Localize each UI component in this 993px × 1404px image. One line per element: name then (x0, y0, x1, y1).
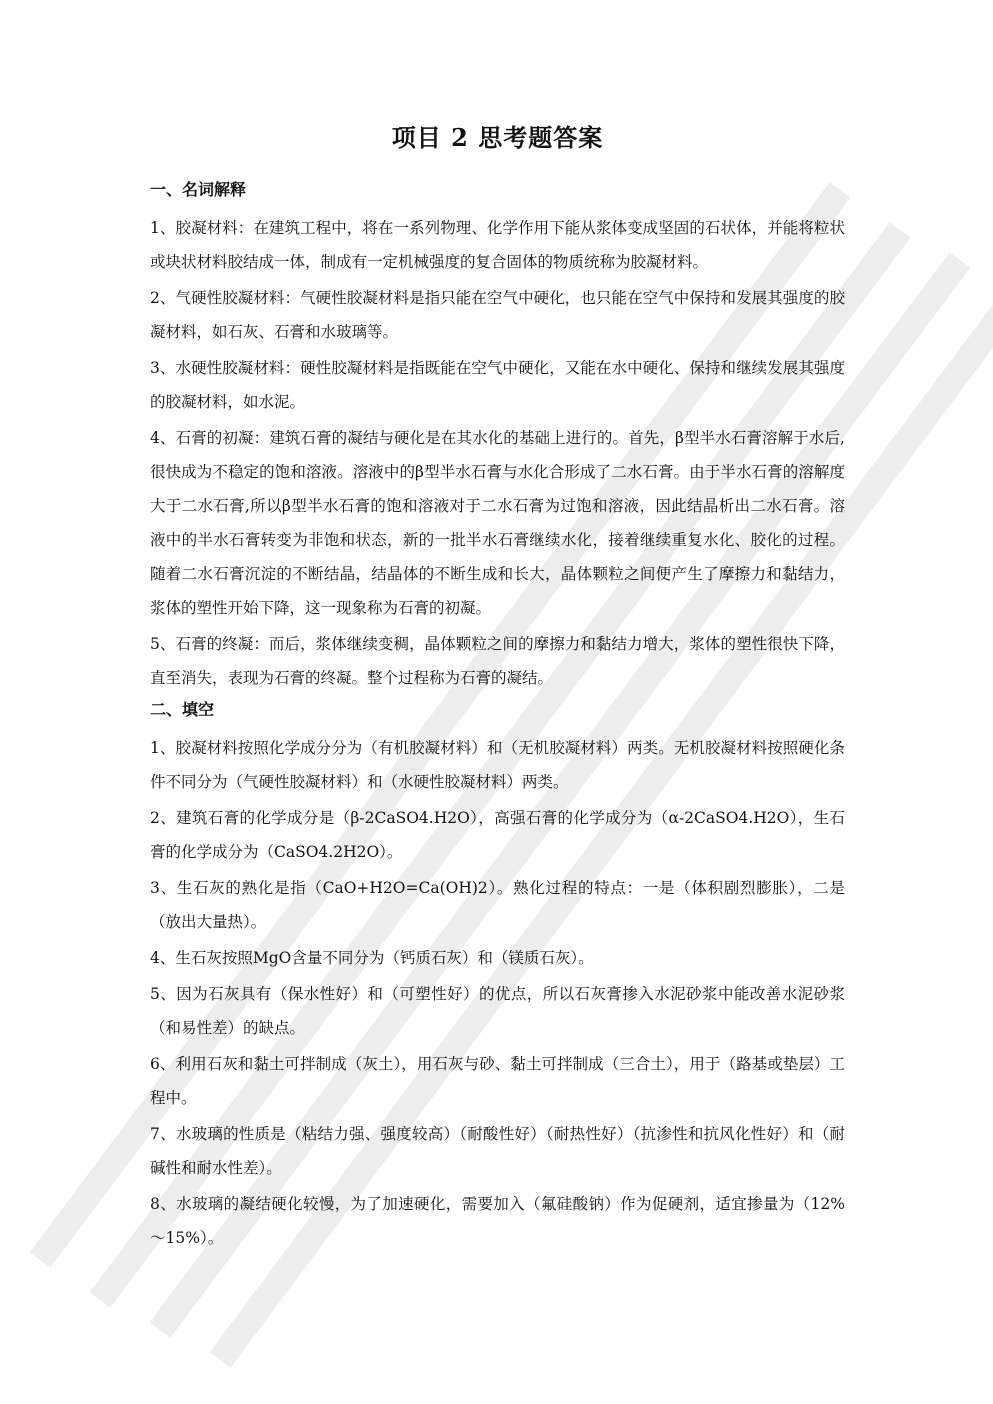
paragraph: 8、水玻璃的凝结硬化较慢，为了加速硬化，需要加入（氟硅酸钠）作为促硬剂，适宜掺量为（12%～15%）。 (150, 1195, 845, 1247)
paragraph: 2、气硬性胶凝材料：气硬性胶凝材料是指只能在空气中硬化，也只能在空气中保持和发展其强度的胶凝材料，如石灰、石膏和水玻璃等。 (150, 289, 845, 341)
paragraph: 4、生石灰按照MgO含量不同分为（钙质石灰）和（镁质石灰）。 (150, 949, 594, 967)
paragraph: 1、胶凝材料：在建筑工程中，将在一系列物理、化学作用下能从浆体变成坚固的石状体，并能将粒状或块状材料胶结成一体，制成有一定机械强度的复合固体的物质统称为胶凝材料。 (150, 219, 845, 271)
paragraph: 1、胶凝材料按照化学成分分为（有机胶凝材料）和（无机胶凝材料）两类。无机胶凝材料按照硬化条件不同分为（气硬性胶凝材料）和（水硬性胶凝材料）两类。 (150, 739, 845, 791)
document-page (150, 118, 845, 1257)
paragraph: 2、建筑石膏的化学成分是（β-2CaSO4.H2O），高强石膏的化学成分为（α-2CaSO4.H2O），生石膏的化学成分为（CaSO4.2H2O）。 (150, 809, 845, 861)
section-heading: 二、填空 (150, 700, 215, 719)
page-title: 项目 2 思考题答案 (391, 123, 604, 152)
paragraph: 7、水玻璃的性质是（粘结力强、强度较高）（耐酸性好）（耐热性好）（抗渗性和抗风化性好）和（耐碱性和耐水性差）。 (150, 1125, 845, 1177)
section-heading: 一、名词解释 (150, 180, 247, 199)
paragraph: 4、石膏的初凝：建筑石膏的凝结与硬化是在其水化的基础上进行的。首先，β型半水石膏溶解于水后,很快成为不稳定的饱和溶液。溶液中的β型半水石膏与水化合形成了二水石膏。由于半水石膏的溶解度大于二水石膏,所以β型半水石膏的饱和溶液对于二水石膏为过饱和溶液，因此结晶析出二水石膏。溶液中的半水石膏转变为非饱和状态，新的一批半水石膏继续水化，接着继续重复水化、胶化的过程。随着二水石膏沉淀的不断结晶，结晶体的不断生成和长大，晶体颗粒之间便产生了摩擦力和黏结力，浆体的塑性开始下降，这一现象称为石膏的初凝。 (150, 429, 845, 617)
paragraph: 6、利用石灰和黏土可拌制成（灰土），用石灰与砂、黏土可拌制成（三合土），用于（路基或垫层）工程中。 (150, 1055, 845, 1107)
paragraph: 5、石膏的终凝：而后，浆体继续变稠，晶体颗粒之间的摩擦力和黏结力增大，浆体的塑性很快下降，直至消失，表现为石膏的终凝。整个过程称为石膏的凝结。 (150, 635, 845, 687)
section-definitions (150, 177, 845, 695)
paragraph: 3、水硬性胶凝材料：硬性胶凝材料是指既能在空气中硬化，又能在水中硬化、保持和继续发展其强度的胶凝材料，如水泥。 (150, 359, 845, 411)
section-fill-in (150, 697, 845, 1255)
paragraph: 3、生石灰的熟化是指（CaO+H2O=Ca(OH)2）。熟化过程的特点：一是（体积剧烈膨胀），二是（放出大量热）。 (150, 879, 845, 931)
paragraph: 5、因为石灰具有（保水性好）和（可塑性好）的优点，所以石灰膏掺入水泥砂浆中能改善水泥砂浆（和易性差）的缺点。 (150, 985, 845, 1037)
